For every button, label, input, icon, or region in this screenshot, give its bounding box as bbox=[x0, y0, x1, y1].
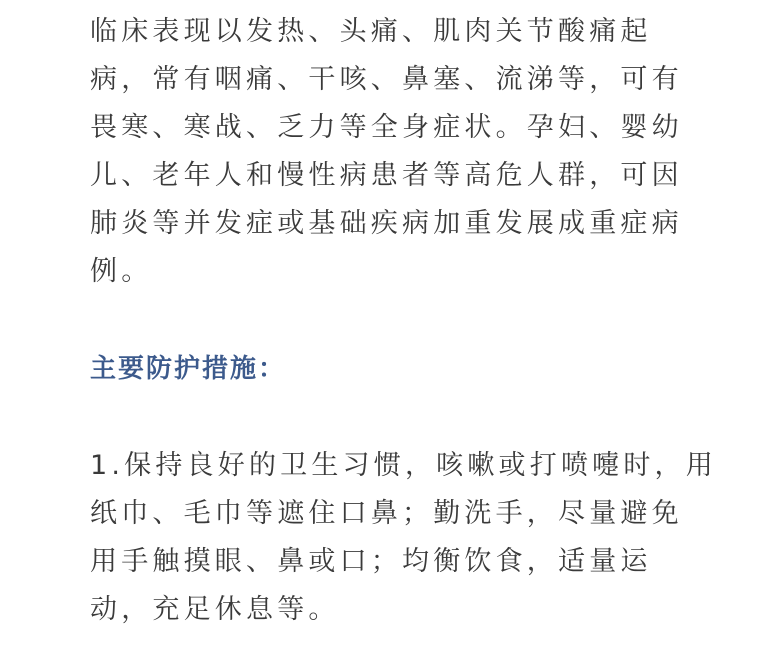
text-line: 病，常有咽痛、干咳、鼻塞、流涕等，可有 bbox=[90, 64, 683, 95]
text-line: 畏寒、寒战、乏力等全身症状。孕妇、婴幼 bbox=[90, 112, 683, 143]
text-line: 纸巾、毛巾等遮住口鼻；勤洗手，尽量避免 bbox=[90, 498, 683, 529]
text-line: 例。 bbox=[90, 256, 153, 287]
protection-measures-paragraph bbox=[90, 442, 717, 634]
text-line: 1.保持良好的卫生习惯，咳嗽或打喷嚏时，用 bbox=[90, 450, 717, 481]
text-line: 临床表现以发热、头痛、肌肉关节酸痛起 bbox=[90, 16, 652, 47]
text-line: 用手触摸眼、鼻或口；均衡饮食，适量运 bbox=[90, 546, 652, 577]
section-heading: 主要防护措施： bbox=[90, 354, 287, 384]
text-line: 动，充足休息等。 bbox=[90, 594, 340, 625]
text-line: 肺炎等并发症或基础疾病加重发展成重症病 bbox=[90, 208, 683, 239]
text-line: 儿、老年人和慢性病患者等高危人群，可因 bbox=[90, 160, 683, 191]
symptoms-paragraph bbox=[90, 8, 683, 296]
